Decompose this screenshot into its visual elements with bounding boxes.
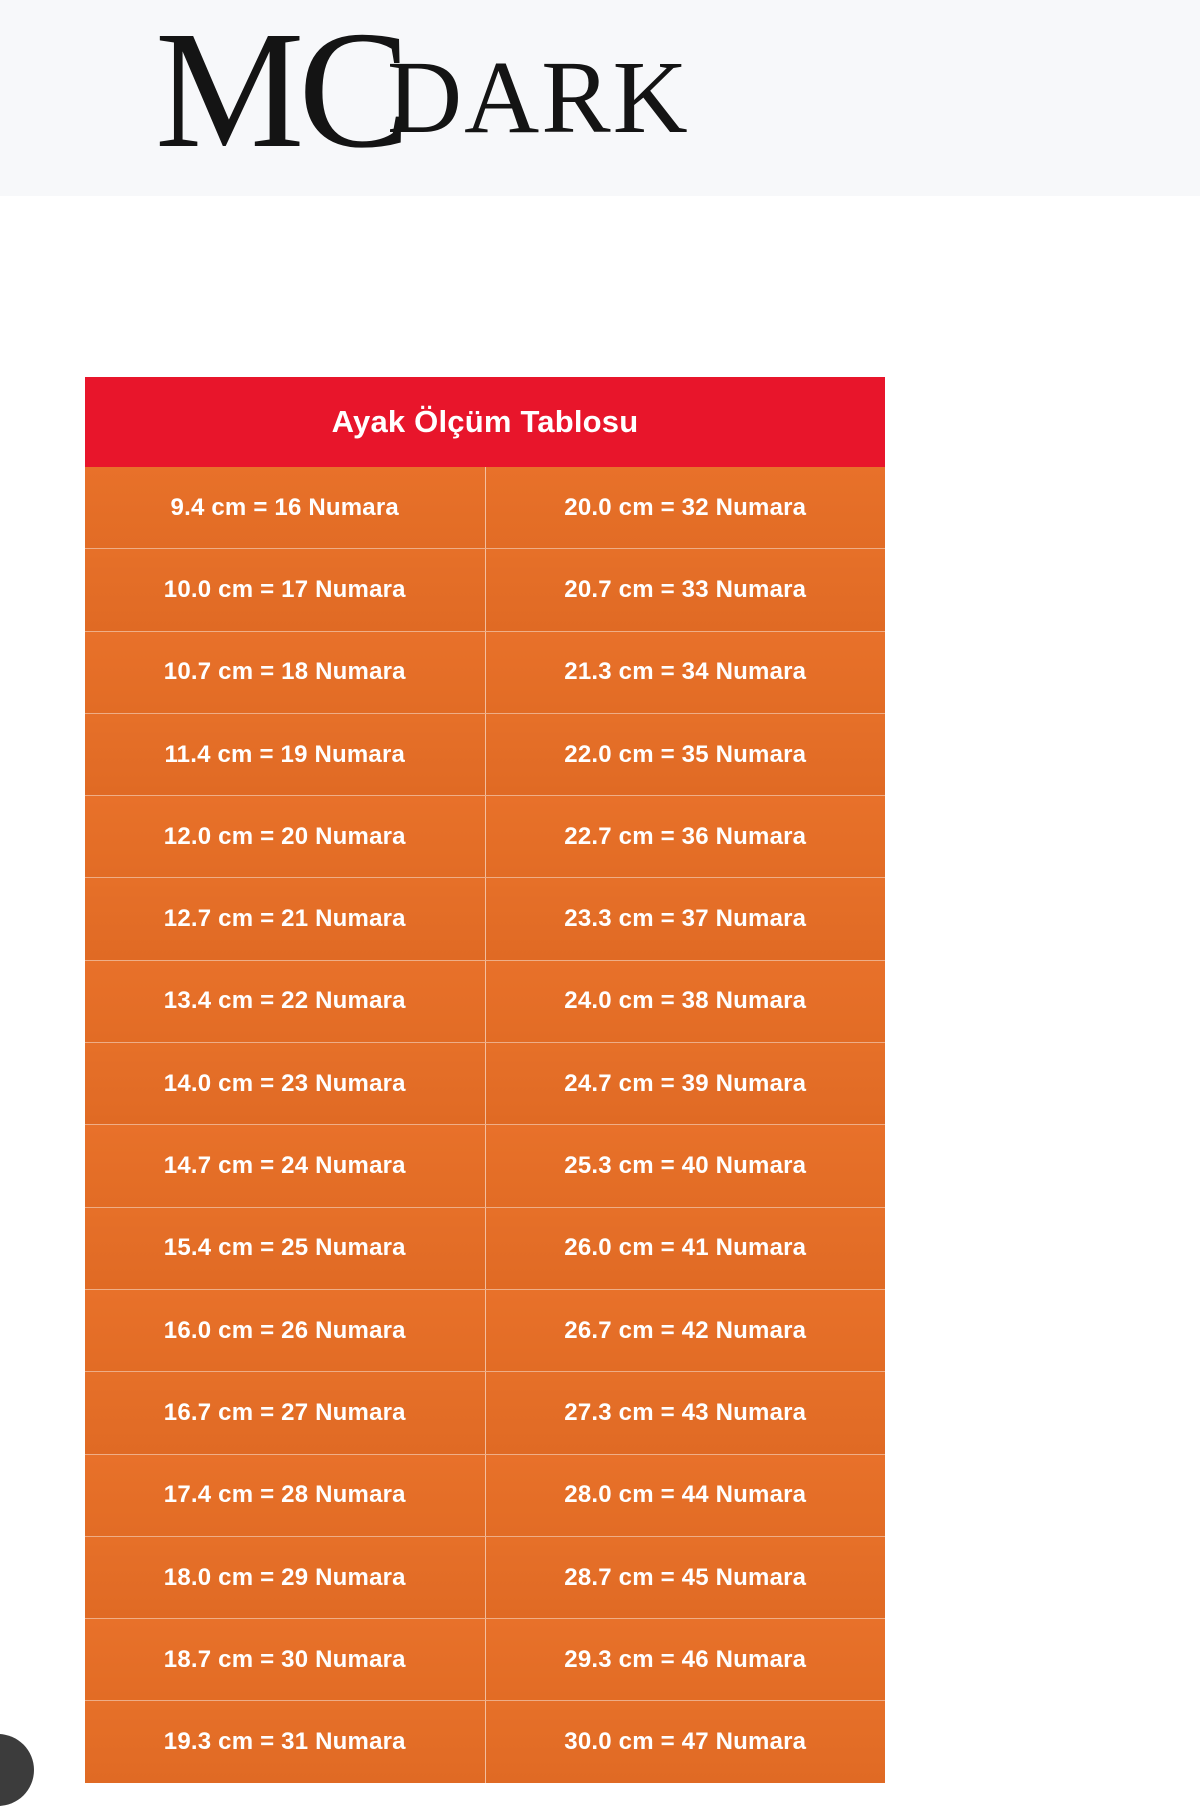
table-cell-right: 22.0 cm = 35 Numara [564, 740, 807, 768]
table-cell-right: 27.3 cm = 43 Numara [564, 1398, 807, 1426]
table-cell-left: 14.7 cm = 24 Numara [85, 1125, 486, 1206]
table-cell-left: 16.0 cm = 26 Numara [85, 1290, 486, 1371]
table-row [85, 548, 885, 630]
table-cell-right: 25.3 cm = 40 Numara [564, 1152, 807, 1180]
table-cell-right: 30.0 cm = 47 Numara [564, 1728, 807, 1756]
table-row [85, 1700, 885, 1782]
table-cell-left: 12.0 cm = 20 Numara [85, 796, 486, 877]
table-cell-left: 18.7 cm = 30 Numara [85, 1619, 486, 1700]
brand-logo [155, 0, 855, 186]
table-row [85, 631, 885, 713]
table-row [85, 1454, 885, 1536]
table-title: Ayak Ölçüm Tablosu [85, 377, 885, 467]
table-row [85, 713, 885, 795]
table-row [85, 1618, 885, 1700]
table-cell-right: 23.3 cm = 37 Numara [564, 905, 807, 933]
table-cell-left: 10.0 cm = 17 Numara [85, 549, 486, 630]
table-row [85, 960, 885, 1042]
foot-measurement-table [85, 377, 885, 1783]
logo-secondary-text: DARK [387, 40, 690, 155]
page-body [0, 196, 1200, 1800]
table-cell-right: 28.0 cm = 44 Numara [564, 1481, 807, 1509]
table-row [85, 1289, 885, 1371]
table-row [85, 1371, 885, 1453]
table-cell-right: 28.7 cm = 45 Numara [564, 1563, 807, 1591]
table-cell-left: 16.7 cm = 27 Numara [85, 1372, 486, 1453]
table-cell-right: 29.3 cm = 46 Numara [564, 1645, 807, 1673]
logo-primary-text: MC [155, 0, 405, 183]
table-row [85, 467, 885, 548]
table-cell-left: 14.0 cm = 23 Numara [85, 1043, 486, 1124]
table-row [85, 1207, 885, 1289]
table-cell-right: 21.3 cm = 34 Numara [564, 658, 807, 686]
table-rows [85, 467, 885, 1783]
table-cell-left: 10.7 cm = 18 Numara [85, 632, 486, 713]
table-cell-left: 18.0 cm = 29 Numara [85, 1537, 486, 1618]
table-cell-right: 24.7 cm = 39 Numara [564, 1069, 807, 1097]
table-row [85, 1124, 885, 1206]
table-row [85, 795, 885, 877]
table-row [85, 1042, 885, 1124]
table-cell-left: 9.4 cm = 16 Numara [85, 467, 486, 548]
table-cell-left: 12.7 cm = 21 Numara [85, 878, 486, 959]
table-cell-left: 13.4 cm = 22 Numara [85, 961, 486, 1042]
table-cell-left: 17.4 cm = 28 Numara [85, 1455, 486, 1536]
table-cell-right: 20.7 cm = 33 Numara [564, 575, 807, 603]
table-cell-right: 26.0 cm = 41 Numara [564, 1234, 807, 1262]
table-cell-left: 11.4 cm = 19 Numara [85, 714, 486, 795]
table-cell-right: 24.0 cm = 38 Numara [564, 987, 807, 1015]
table-cell-left: 19.3 cm = 31 Numara [85, 1701, 486, 1782]
table-cell-right: 26.7 cm = 42 Numara [564, 1316, 807, 1344]
table-row [85, 877, 885, 959]
table-cell-right: 20.0 cm = 32 Numara [564, 493, 807, 521]
table-cell-left: 15.4 cm = 25 Numara [85, 1208, 486, 1289]
brand-header [0, 0, 1200, 197]
table-row [85, 1536, 885, 1618]
table-cell-right: 22.7 cm = 36 Numara [564, 822, 807, 850]
